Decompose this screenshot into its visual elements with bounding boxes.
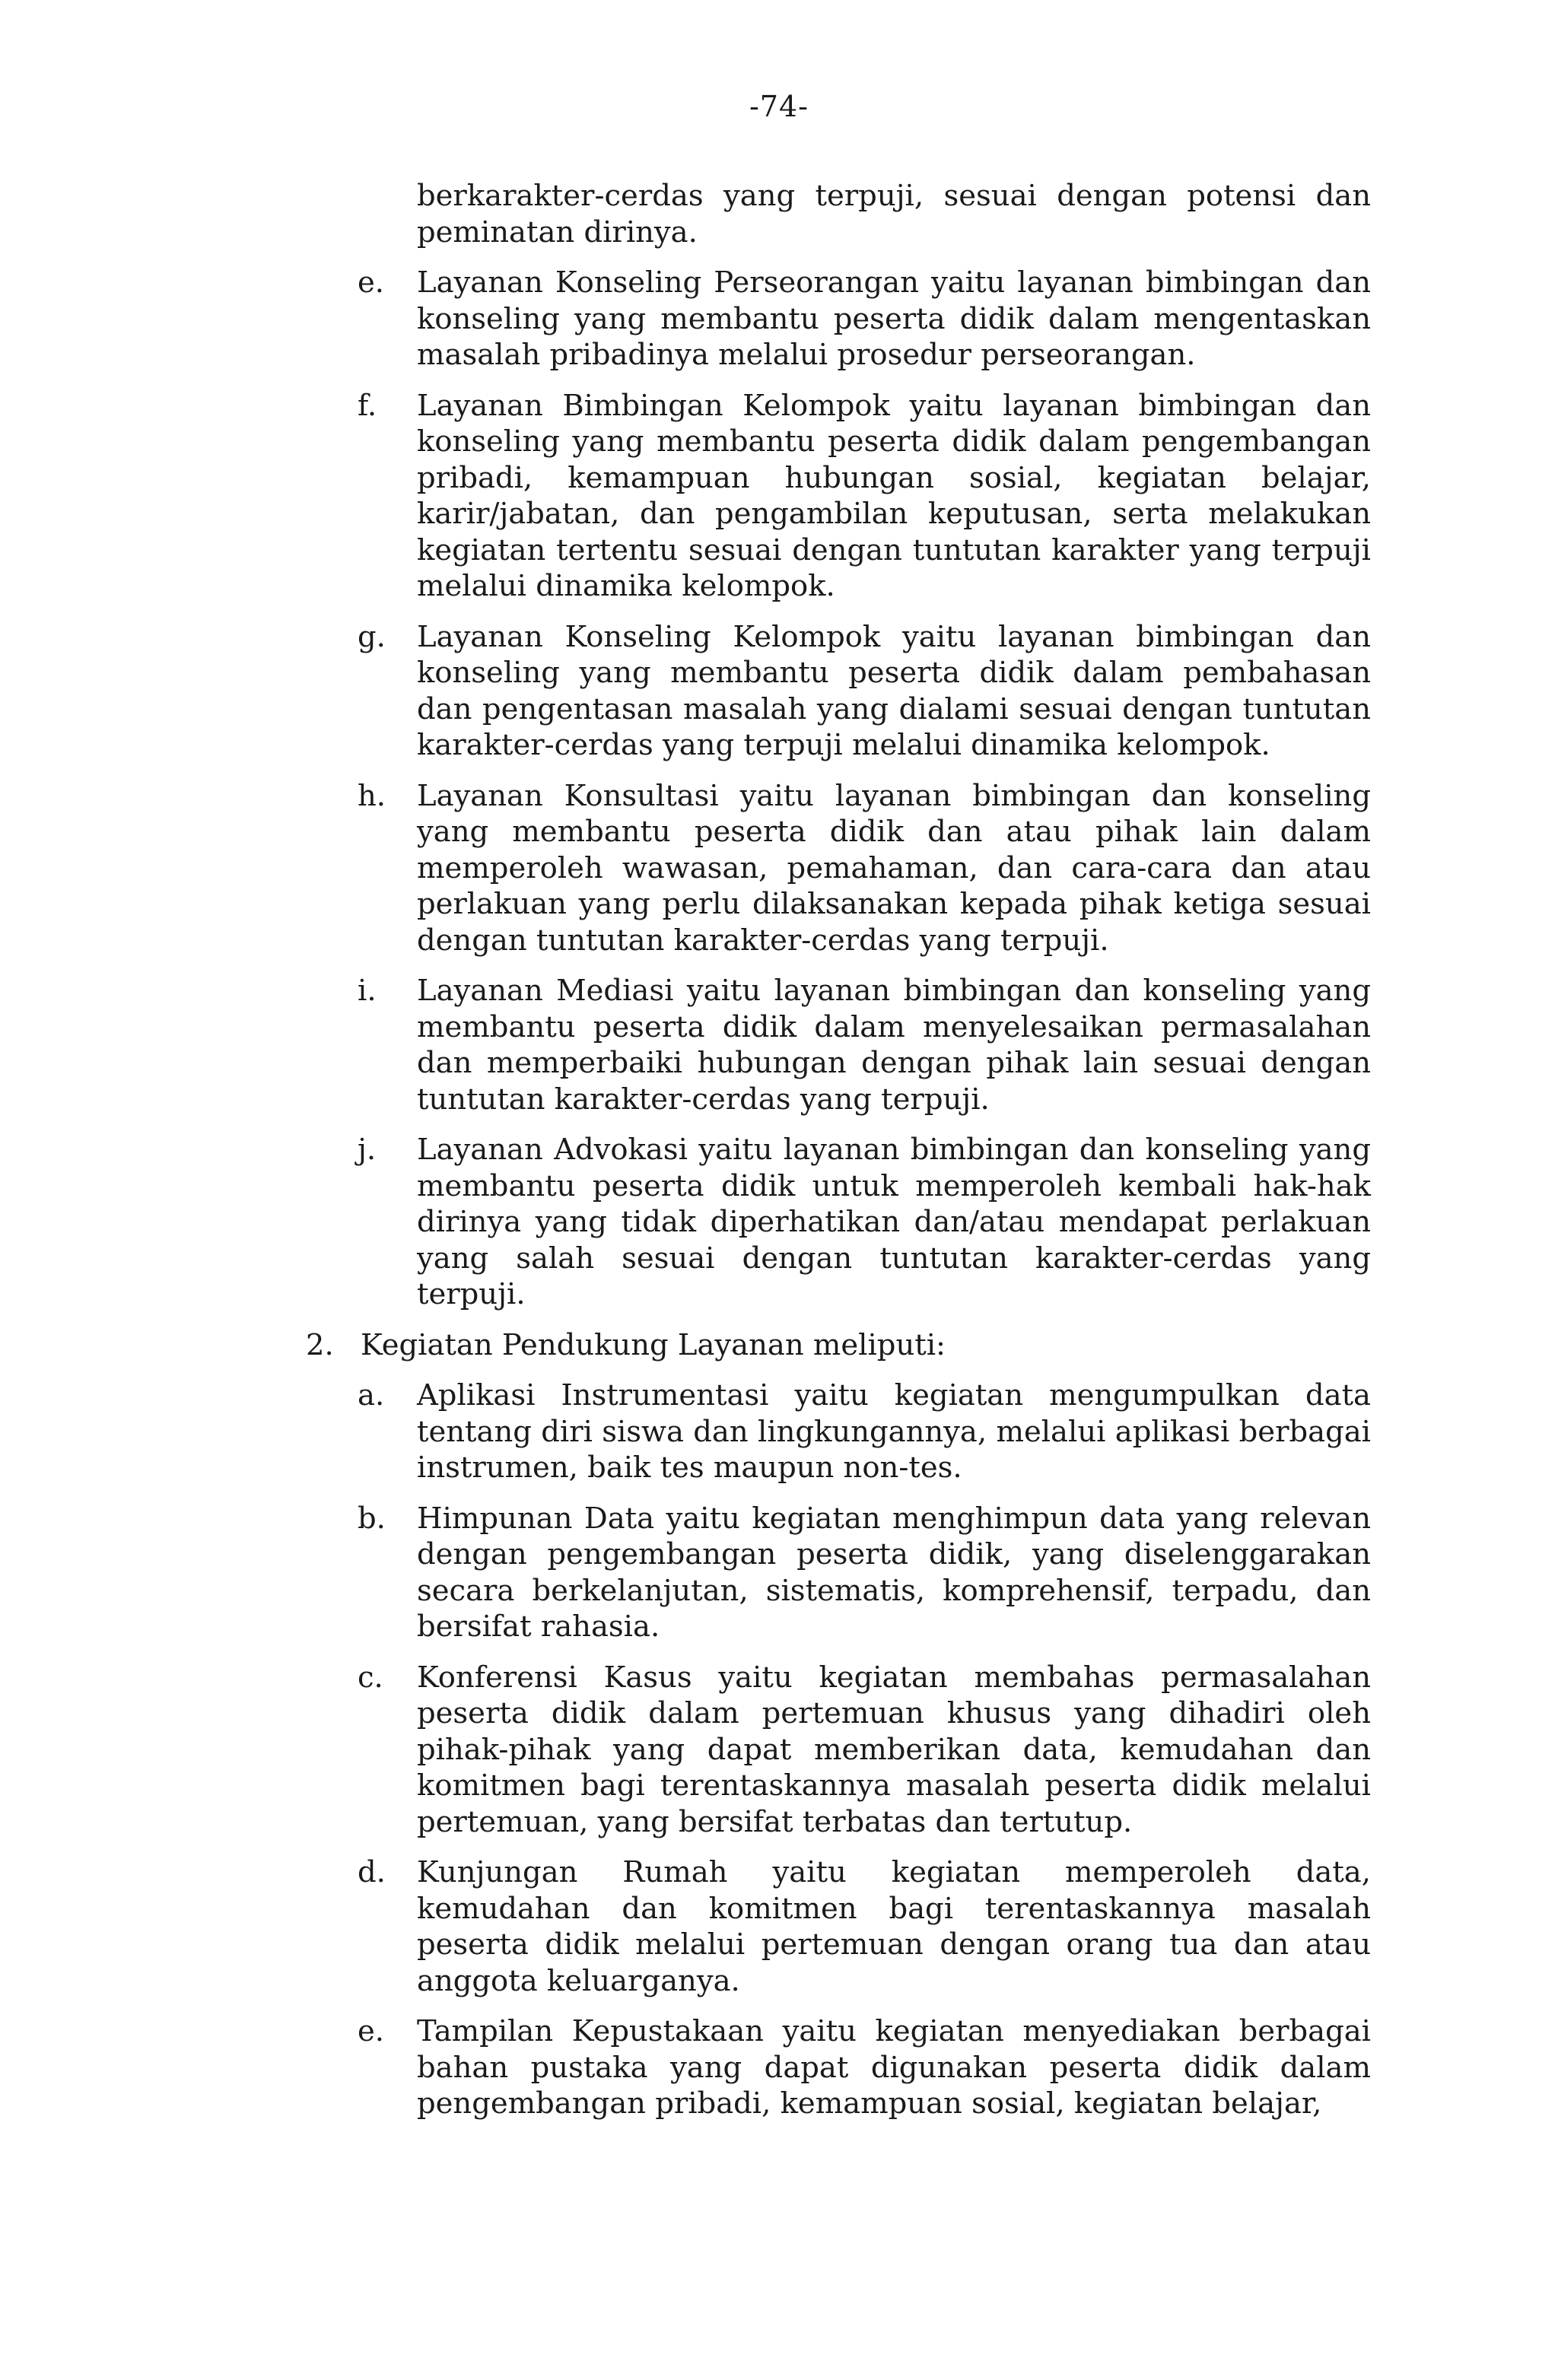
section-title: Kegiatan Pendukung Layanan meliputi: [361,1327,946,1362]
list-marker: a. [358,1378,385,1412]
continuation-text: berkarakter-cerdas yang terpuji, sesuai dengan potensi dan peminatan dirinya. [417,179,1371,249]
list-item-text: Layanan Advokasi yaitu layanan bimbingan dan konseling yang membantu peserta didik untuk memperoleh kembali hak-hak dirinya yang tidak diperhatikan dan/atau mendapat perlakuan yang salah sesuai dengan tuntutan karakter-cerdas yang terpuji. [417,1133,1371,1311]
list-marker: e. [358,265,385,300]
list-item-b [304,1501,1371,1645]
list-item-f [304,388,1371,605]
list-item-c [304,1660,1371,1841]
list-marker: f. [358,388,377,423]
list-marker: e. [358,2014,385,2048]
list-marker: d. [358,1855,386,1889]
list-item-e [304,265,1371,373]
list-item-text: Layanan Konseling Perseorangan yaitu layanan bimbingan dan konseling yang membantu peserta didik dalam mengentaskan masalah pribadinya melalui prosedur perseorangan. [417,265,1371,372]
continuation-paragraph [304,178,1371,250]
list-item-text: Layanan Mediasi yaitu layanan bimbingan dan konseling yang membantu peserta didik dalam menyelesaikan permasalahan dan memperbaiki hubungan dengan pihak lain sesuai dengan tuntutan karakter-cerdas yang terpuji. [417,974,1371,1117]
list-marker: h. [358,778,386,813]
section-2-heading [304,1327,1371,1364]
list-item-text: Aplikasi Instrumentasi yaitu kegiatan mengumpulkan data tentang diri siswa dan lingkungannya, melalui aplikasi berbagai instrumen, baik tes maupun non-tes. [417,1378,1371,1485]
list-marker: i. [358,974,377,1008]
list-marker: c. [358,1660,383,1695]
document-body [304,178,1371,2137]
list-item-a [304,1377,1371,1486]
list-item-text: Konferensi Kasus yaitu kegiatan membahas permasalahan peserta didik dalam pertemuan khusus yang dihadiri oleh pihak-pihak yang dapat memberikan data, kemudahan dan komitmen bagi terentaskannya masalah peserta didik melalui pertemuan, yang bersifat terbatas dan tertutup. [417,1660,1371,1839]
list-item-text: Layanan Bimbingan Kelompok yaitu layanan bimbingan dan konseling yang membantu peserta didik dalam pengembangan pribadi, kemampuan hubungan sosial, kegiatan belajar, karir/jabatan, dan pengambilan keputusan, serta melakukan kegiatan tertentu sesuai dengan tuntutan karakter yang terpuji melalui dinamika kelompok. [417,388,1371,603]
list-marker: b. [358,1501,386,1536]
list-item-text: Layanan Konsultasi yaitu layanan bimbingan dan konseling yang membantu peserta didik dan atau pihak lain dalam memperoleh wawasan, pemahaman, dan cara-cara dan atau perlakuan yang perlu dilaksanakan kepada pihak ketiga sesuai dengan tuntutan karakter-cerdas yang terpuji. [417,778,1371,958]
list-item-text: Kunjungan Rumah yaitu kegiatan memperoleh data, kemudahan dan komitmen bagi terentaskannya masalah peserta didik melalui pertemuan dengan orang tua dan atau anggota keluarganya. [417,1855,1371,1998]
page-number: -74- [749,90,809,123]
list-item-d [304,1854,1371,1999]
list-marker: j. [358,1133,377,1167]
list-item-text: Tampilan Kepustakaan yaitu kegiatan menyediakan berbagai bahan pustaka yang dapat digunakan peserta didik dalam pengembangan pribadi, kemampuan sosial, kegiatan belajar, [417,2014,1371,2121]
section-number: 2. [306,1327,334,1362]
list-item-e2 [304,2013,1371,2122]
list-marker: g. [358,619,386,654]
list-item-g [304,619,1371,764]
list-item-text: Layanan Konseling Kelompok yaitu layanan bimbingan dan konseling yang membantu peserta didik dalam pembahasan dan pengentasan masalah yang dialami sesuai dengan tuntutan karakter-cerdas yang terpuji melalui dinamika kelompok. [417,619,1371,762]
list-item-h [304,778,1371,959]
list-item-j [304,1132,1371,1313]
list-item-i [304,973,1371,1117]
list-item-text: Himpunan Data yaitu kegiatan menghimpun data yang relevan dengan pengembangan peserta didik, yang diselenggarakan secara berkelanjutan, sistematis, komprehensif, terpadu, dan bersifat rahasia. [417,1501,1371,1644]
